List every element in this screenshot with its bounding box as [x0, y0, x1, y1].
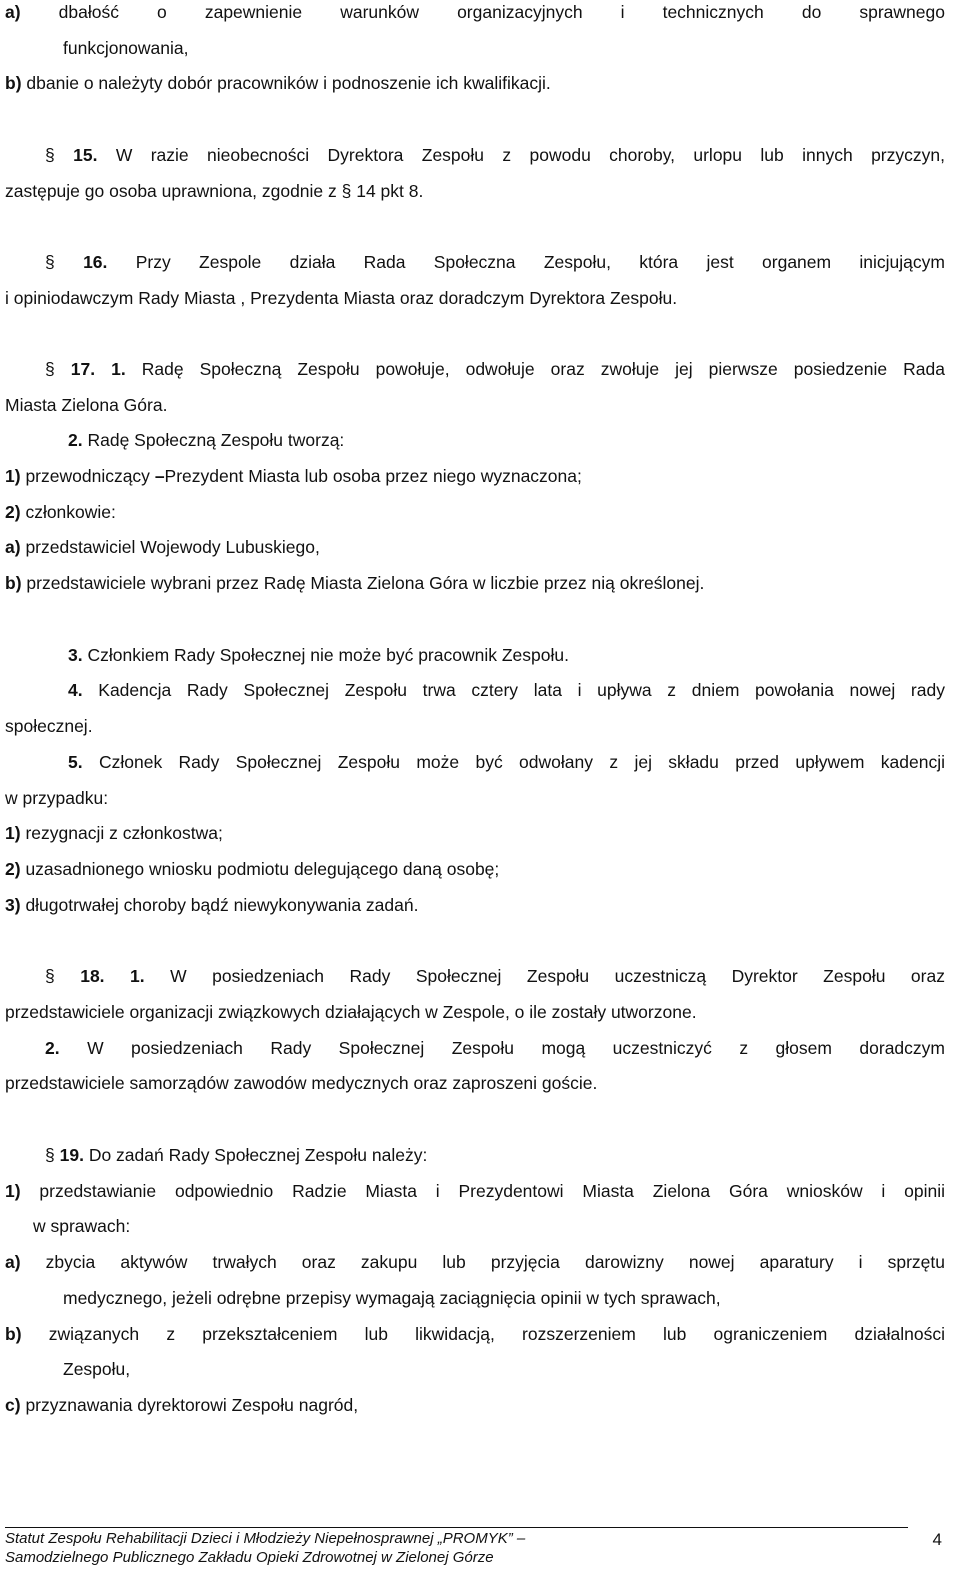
page-number: 4 [932, 1530, 942, 1549]
paragraph-line: przedstawiciele organizacji związkowych działających w Zespole, o ile zostały utworzone. [5, 1002, 697, 1022]
paragraph-line: w sprawach: [33, 1216, 131, 1236]
paragraph-line: Zespołu, [63, 1359, 131, 1379]
list-item: a) przedstawiciel Wojewody Lubuskiego, [5, 537, 320, 557]
list-item: c) przyznawania dyrektorowi Zespołu nagród, [5, 1395, 359, 1415]
paragraph-line: 4. Kadencja Rady Społecznej Zespołu trwa cztery lata i upływa z dniem powołania nowej rady [68, 680, 945, 700]
list-item: 2) członkowie: [5, 502, 116, 522]
list-item: 2) uzasadnionego wniosku podmiotu delegującego daną osobę; [5, 859, 500, 879]
section-18-line: § 18. 1. W posiedzeniach Rady Społecznej Zespołu uczestniczą Dyrektor Zespołu oraz [45, 966, 945, 986]
list-item: 1) rezygnacji z członkostwa; [5, 823, 223, 843]
section-sign: § [45, 1145, 55, 1165]
section-sign: § [45, 252, 55, 272]
list-item: 1) przedstawianie odpowiednio Radzie Miasta i Prezydentowi Miasta Zielona Góra wniosków i opinii [5, 1181, 945, 1201]
footer-divider [5, 1527, 908, 1528]
footer-line-1: Statut Zespołu Rehabilitacji Dzieci i Młodzieży Niepełnosprawnej „PROMYK” – [5, 1530, 526, 1547]
list-item: 3) długotrwałej choroby bądź niewykonywania zadań. [5, 895, 419, 915]
section-19-line: § 19. Do zadań Rady Społecznej Zespołu należy: [45, 1145, 428, 1165]
paragraph-line: a) dbałość o zapewnienie warunków organizacyjnych i technicznych do sprawnego [5, 2, 945, 22]
paragraph-line: Miasta Zielona Góra. [5, 395, 168, 415]
section-16-line: § 16. Przy Zespole działa Rada Społeczna Zespołu, która jest organem inicjującym [45, 252, 945, 272]
paragraph-line: 2. W posiedzeniach Rady Społecznej Zespołu mogą uczestniczyć z głosem doradczym [45, 1038, 945, 1058]
paragraph-line: przedstawiciele samorządów zawodów medycznych oraz zaproszeni goście. [5, 1073, 598, 1093]
paragraph-line: medycznego, jeżeli odrębne przepisy wymagają zaciągnięcia opinii w tych sprawach, [63, 1288, 721, 1308]
list-item: b) przedstawiciele wybrani przez Radę Miasta Zielona Góra w liczbie przez nią określonej. [5, 573, 705, 593]
paragraph-line: funkcjonowania, [63, 38, 189, 58]
section-15-line: § 15. W razie nieobecności Dyrektora Zespołu z powodu choroby, urlopu lub innych przyczyn, [45, 145, 945, 165]
section-sign: § [45, 966, 55, 986]
section-sign: § [45, 145, 55, 165]
paragraph-line: i opiniodawczym Rady Miasta , Prezydenta Miasta oraz doradczym Dyrektora Zespołu. [5, 288, 678, 308]
paragraph-line: 2. Radę Społeczną Zespołu tworzą: [68, 430, 345, 450]
section-17-line: § 17. 1. Radę Społeczną Zespołu powołuje, odwołuje oraz zwołuje jej pierwsze posiedzenie Rada [45, 359, 945, 379]
list-item: b) związanych z przekształceniem lub likwidacją, rozszerzeniem lub ograniczeniem działalności [5, 1324, 945, 1344]
paragraph-line: w przypadku: [5, 788, 109, 808]
paragraph-line: społecznej. [5, 716, 93, 736]
paragraph-line: 5. Członek Rady Społecznej Zespołu może być odwołany z jej składu przed upływem kadencji [68, 752, 945, 772]
paragraph-line: zastępuje go osoba uprawniona, zgodnie z § 14 pkt 8. [5, 181, 424, 201]
paragraph-line: b) dbanie o należyty dobór pracowników i podnoszenie ich kwalifikacji. [5, 73, 551, 93]
list-item: a) zbycia aktywów trwałych oraz zakupu lub przyjęcia darowizny nowej aparatury i sprzętu [5, 1252, 945, 1272]
list-item: 1) przewodniczący –Prezydent Miasta lub osoba przez niego wyznaczona; [5, 466, 582, 486]
paragraph-line: 3. Członkiem Rady Społecznej nie może być pracownik Zespołu. [68, 645, 569, 665]
footer-line-2: Samodzielnego Publicznego Zakładu Opieki Zdrowotnej w Zielonej Górze [5, 1549, 494, 1566]
section-sign: § [45, 359, 55, 379]
